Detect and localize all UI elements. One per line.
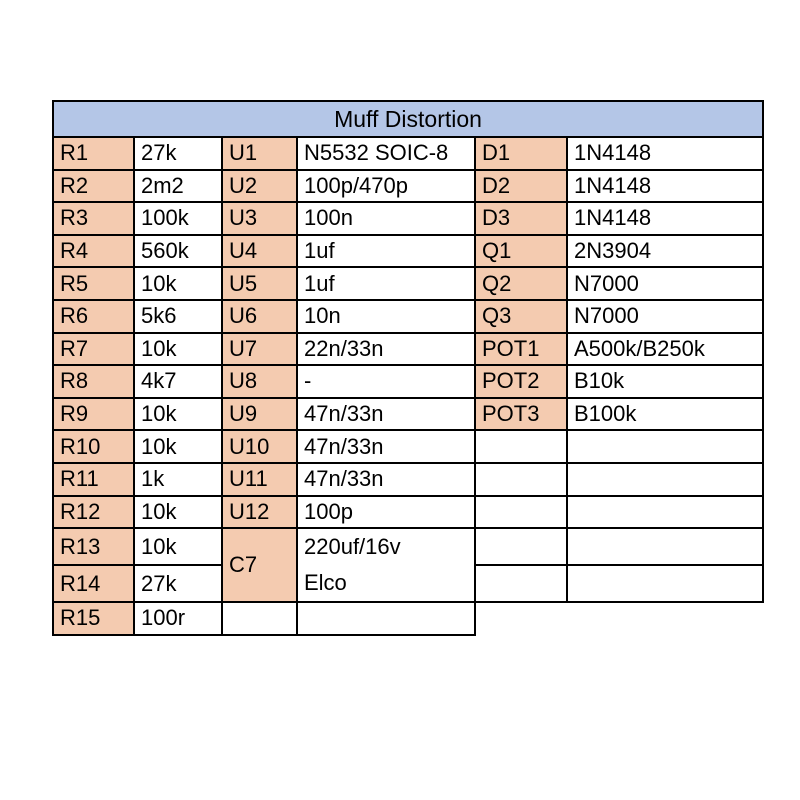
resistor-ref: R15 xyxy=(53,602,134,635)
component-value: 1uf xyxy=(297,267,475,300)
component-ref xyxy=(222,602,297,635)
table-row xyxy=(53,528,763,565)
component-value-line1: 220uf/16v xyxy=(304,534,401,560)
part-ref: D1 xyxy=(475,137,567,170)
table-row xyxy=(53,430,763,463)
table-row xyxy=(53,267,763,300)
part-ref xyxy=(475,528,567,565)
part-value xyxy=(567,430,763,463)
table-row xyxy=(53,333,763,366)
resistor-ref: R2 xyxy=(53,170,134,203)
component-value: 22n/33n xyxy=(297,333,475,366)
component-ref: U1 xyxy=(222,137,297,170)
component-value: 100p/470p xyxy=(297,170,475,203)
part-ref: POT2 xyxy=(475,365,567,398)
component-ref: U9 xyxy=(222,398,297,431)
part-ref xyxy=(475,430,567,463)
resistor-value: 4k7 xyxy=(134,365,222,398)
table-row xyxy=(53,602,763,635)
resistor-value: 560k xyxy=(134,235,222,268)
component-value: 100n xyxy=(297,202,475,235)
component-value: 47n/33n xyxy=(297,430,475,463)
component-ref: U10 xyxy=(222,430,297,463)
table-row xyxy=(53,496,763,529)
resistor-value: 10k xyxy=(134,333,222,366)
table-row xyxy=(53,365,763,398)
part-ref: Q3 xyxy=(475,300,567,333)
table-row xyxy=(53,235,763,268)
resistor-value: 10k xyxy=(134,430,222,463)
resistor-value: 2m2 xyxy=(134,170,222,203)
part-ref: Q1 xyxy=(475,235,567,268)
part-value: 1N4148 xyxy=(567,170,763,203)
resistor-ref: R13 xyxy=(53,528,134,565)
resistor-value: 10k xyxy=(134,267,222,300)
resistor-value: 10k xyxy=(134,528,222,565)
component-value: 100p xyxy=(297,496,475,529)
resistor-ref: R4 xyxy=(53,235,134,268)
resistor-value: 10k xyxy=(134,398,222,431)
table-row xyxy=(53,137,763,170)
component-ref: U7 xyxy=(222,333,297,366)
component-value xyxy=(297,528,475,602)
resistor-ref: R7 xyxy=(53,333,134,366)
component-ref: U11 xyxy=(222,463,297,496)
component-value: 47n/33n xyxy=(297,463,475,496)
part-value: 2N3904 xyxy=(567,235,763,268)
table-title: Muff Distortion xyxy=(53,101,763,137)
part-value: N7000 xyxy=(567,300,763,333)
part-value xyxy=(567,496,763,529)
part-value: N7000 xyxy=(567,267,763,300)
component-value: N5532 SOIC-8 xyxy=(297,137,475,170)
resistor-ref: R11 xyxy=(53,463,134,496)
part-ref: D3 xyxy=(475,202,567,235)
part-value: 1N4148 xyxy=(567,202,763,235)
part-value xyxy=(567,528,763,565)
component-ref: U3 xyxy=(222,202,297,235)
component-ref: U12 xyxy=(222,496,297,529)
resistor-ref: R14 xyxy=(53,565,134,602)
component-ref: U2 xyxy=(222,170,297,203)
part-value: B10k xyxy=(567,365,763,398)
part-ref: Q2 xyxy=(475,267,567,300)
part-value xyxy=(567,463,763,496)
table-row xyxy=(53,170,763,203)
resistor-ref: R5 xyxy=(53,267,134,300)
component-ref: U4 xyxy=(222,235,297,268)
table-row xyxy=(53,398,763,431)
part-ref: D2 xyxy=(475,170,567,203)
part-value xyxy=(567,565,763,602)
component-value: 1uf xyxy=(297,235,475,268)
resistor-ref: R3 xyxy=(53,202,134,235)
component-value: - xyxy=(297,365,475,398)
table-row xyxy=(53,300,763,333)
component-ref: U6 xyxy=(222,300,297,333)
resistor-value: 100r xyxy=(134,602,222,635)
component-ref: U8 xyxy=(222,365,297,398)
resistor-ref: R8 xyxy=(53,365,134,398)
resistor-value: 1k xyxy=(134,463,222,496)
resistor-value: 5k6 xyxy=(134,300,222,333)
title-row xyxy=(53,101,763,137)
part-ref: POT1 xyxy=(475,333,567,366)
component-value-line2: Elco xyxy=(304,570,347,596)
resistor-ref: R12 xyxy=(53,496,134,529)
component-value xyxy=(297,602,475,635)
part-value: A500k/B250k xyxy=(567,333,763,366)
part-ref xyxy=(475,565,567,602)
resistor-value: 27k xyxy=(134,137,222,170)
resistor-ref: R6 xyxy=(53,300,134,333)
component-value: 47n/33n xyxy=(297,398,475,431)
resistor-value: 10k xyxy=(134,496,222,529)
table-row xyxy=(53,202,763,235)
part-value: 1N4148 xyxy=(567,137,763,170)
table-row xyxy=(53,463,763,496)
resistor-ref: R1 xyxy=(53,137,134,170)
part-value: B100k xyxy=(567,398,763,431)
resistor-value: 100k xyxy=(134,202,222,235)
part-ref: POT3 xyxy=(475,398,567,431)
resistor-ref: R10 xyxy=(53,430,134,463)
resistor-ref: R9 xyxy=(53,398,134,431)
bom-table xyxy=(52,100,764,636)
component-ref: C7 xyxy=(222,528,297,602)
part-ref xyxy=(475,496,567,529)
resistor-value: 27k xyxy=(134,565,222,602)
component-ref: U5 xyxy=(222,267,297,300)
part-ref xyxy=(475,463,567,496)
component-value: 10n xyxy=(297,300,475,333)
